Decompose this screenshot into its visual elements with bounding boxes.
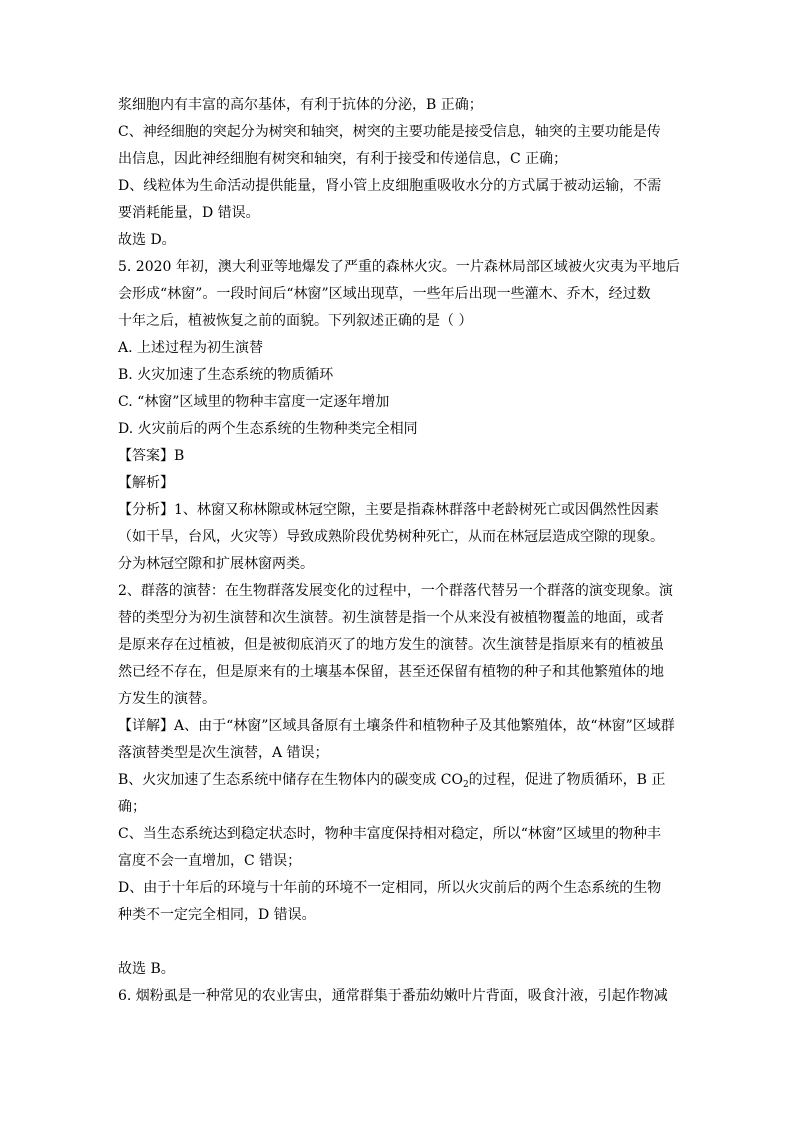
detail-text: 落演替类型是次生演替，A 错误； bbox=[118, 745, 329, 761]
detail-text bbox=[118, 767, 678, 794]
detail-text: C、当生态系统达到稳定状态时，物种丰富度保持相对稳定，所以“林窗”区域里的物种丰 bbox=[118, 826, 662, 842]
text-line: 要消耗能量，D 错误。 bbox=[118, 205, 260, 221]
detail-text-part: 的过程，促进了物质循环，B 正 bbox=[468, 772, 666, 788]
answer-label: 【答案】B bbox=[118, 448, 185, 464]
analysis-text: 分为林冠空隙和扩展林窗两类。 bbox=[118, 556, 314, 572]
option-a: A. 上述过程为初生演替 bbox=[118, 340, 264, 356]
detail-text-part: B、火灾加速了生态系统中储存在生物体内的碳变成 CO bbox=[118, 772, 463, 788]
document-body bbox=[118, 92, 678, 1010]
detail-text: 种类不一定完全相同，D 错误。 bbox=[118, 907, 316, 923]
analysis-text: 【分析】1、林窗又称林隙或林冠空隙，主要是指森林群落中老龄树死亡或因偶然性因素 bbox=[118, 502, 659, 518]
question-5-stem: 十年之后，植被恢复之前的面貌。下列叙述正确的是（ ） bbox=[118, 313, 473, 329]
analysis-text: 是原来存在过植被，但是被彻底消灭了的地方发生的演替。次生演替是指原来有的植被虽 bbox=[118, 637, 664, 653]
analysis-heading: 【解析】 bbox=[118, 475, 174, 491]
question-5-stem: 5. 2020 年初，澳大利亚等地爆发了严重的森林火灾。一片森林局部区域被火灾夷为平地后 bbox=[118, 259, 680, 275]
option-b: B. 火灾加速了生态系统的物质循环 bbox=[118, 367, 334, 383]
answer-choice-line: 故选 D。 bbox=[118, 232, 176, 248]
analysis-text: 然已经不存在，但是原来有的土壤基本保留，甚至还保留有植物的种子和其他繁殖体的地 bbox=[118, 664, 664, 680]
analysis-text: 方发生的演替。 bbox=[118, 691, 216, 707]
detail-text: 富度不会一直增加，C 错误； bbox=[118, 853, 302, 869]
answer-choice-line: 故选 B。 bbox=[118, 961, 175, 977]
text-line: 浆细胞内有丰富的高尔基体，有利于抗体的分泌，B 正确； bbox=[118, 97, 483, 113]
option-c: C. “林窗”区域里的物种丰富度一定逐年增加 bbox=[118, 394, 390, 410]
text-line: 出信息，因此神经细胞有树突和轴突，有利于接受和传递信息，C 正确； bbox=[118, 151, 568, 167]
analysis-text: 2、群落的演替：在生物群落发展变化的过程中，一个群落代替另一个群落的演变现象。演 bbox=[118, 583, 673, 599]
analysis-text: 替的类型分为初生演替和次生演替。初生演替是指一个从来没有被植物覆盖的地面，或者 bbox=[118, 610, 664, 626]
question-6-stem: 6. 烟粉虱是一种常见的农业害虫，通常群集于番茄幼嫩叶片背面，吸食汁液，引起作物减 bbox=[118, 988, 668, 1004]
detail-text: 【详解】A、由于“林窗”区域具备原有土壤条件和植物种子及其他繁殖体，故“林窗”区域群 bbox=[118, 718, 675, 734]
subscript: 2 bbox=[462, 780, 469, 790]
detail-text: 确； bbox=[118, 799, 146, 815]
option-d: D. 火灾前后的两个生态系统的生物种类完全相同 bbox=[118, 421, 418, 437]
text-line: C、神经细胞的突起分为树突和轴突，树突的主要功能是接受信息，轴突的主要功能是传 bbox=[118, 124, 661, 140]
blank-line bbox=[118, 929, 678, 956]
detail-text: D、由于十年后的环境与十年前的环境不一定相同，所以火灾前后的两个生态系统的生物 bbox=[118, 880, 662, 896]
analysis-text: （如干旱，台风，火灾等）导致成熟阶段优势树种死亡，从而在林冠层造成空隙的现象。 bbox=[118, 529, 664, 545]
text-line: D、线粒体为生命活动提供能量，肾小管上皮细胞重吸收水分的方式属于被动运输，不需 bbox=[118, 178, 662, 194]
question-5-stem: 会形成“林窗”。一段时间后“林窗”区域出现草，一些年后出现一些灌木、乔木，经过数 bbox=[118, 286, 651, 302]
